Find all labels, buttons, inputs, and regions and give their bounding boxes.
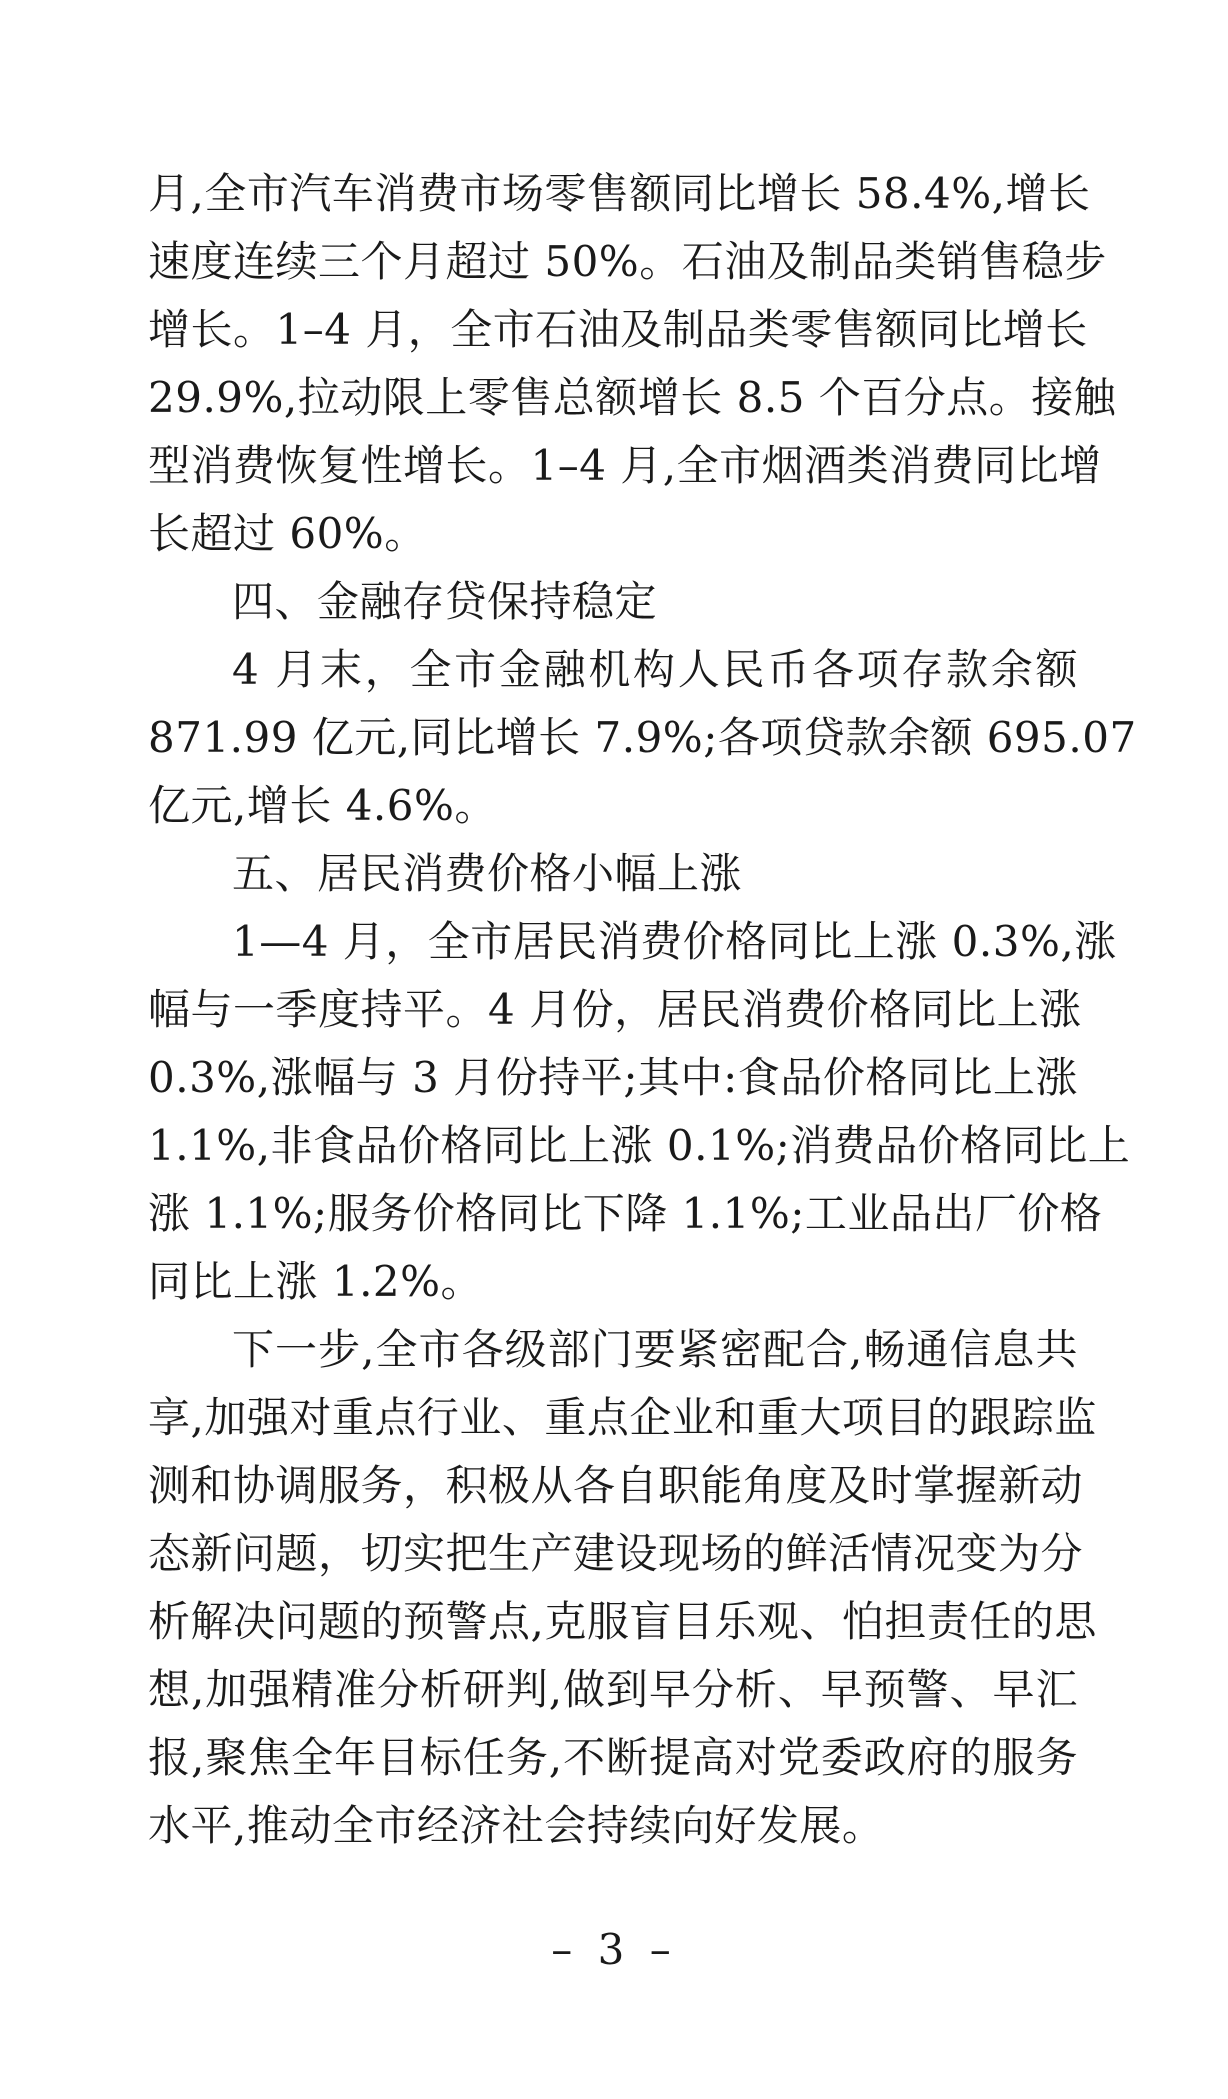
text-line: 报,聚焦全年目标任务,不断提高对党委政府的服务: [148, 1733, 1078, 1782]
text-line: 态新问题，切实把生产建设现场的鲜活情况变为分: [148, 1529, 1084, 1578]
text-line: 速度连续三个月超过 50%。石油及制品类销售稳步: [148, 237, 1107, 286]
text-line: 测和协调服务，积极从各自职能角度及时掌握新动: [148, 1461, 1084, 1510]
text-line: 月,全市汽车消费市场零售额同比增长 58.4%,增长: [148, 169, 1091, 218]
text-line: 想,加强精准分析研判,做到早分析、早预警、早汇: [148, 1665, 1078, 1714]
text-line: 涨 1.1%;服务价格同比下降 1.1%;工业品出厂价格: [148, 1189, 1103, 1238]
section-heading-finance: 四、金融存贷保持稳定: [232, 577, 658, 626]
text-line: 871.99 亿元,同比增长 7.9%;各项贷款余额 695.07: [148, 713, 1137, 762]
page-number: – 3 –: [551, 1925, 677, 1974]
text-line: 同比上涨 1.2%。: [148, 1257, 484, 1306]
text-line: 0.3%,涨幅与 3 月份持平;其中:食品价格同比上涨: [148, 1053, 1078, 1102]
text-line: 亿元,增长 4.6%。: [148, 781, 497, 830]
text-line: 1.1%,非食品价格同比上涨 0.1%;消费品价格同比上: [148, 1121, 1131, 1170]
text-line: 型消费恢复性增长。1–4 月,全市烟酒类消费同比增: [148, 441, 1102, 490]
text-line: 幅与一季度持平。4 月份，居民消费价格同比上涨: [148, 985, 1082, 1034]
text-line: 长超过 60%。: [148, 509, 427, 558]
text-line: 享,加强对重点行业、重点企业和重大项目的跟踪监: [148, 1393, 1097, 1442]
text-line: 水平,推动全市经济社会持续向好发展。: [148, 1801, 885, 1850]
text-line: 析解决问题的预警点,克服盲目乐观、怕担责任的思: [148, 1597, 1097, 1646]
text-line: 29.9%,拉动限上零售总额增长 8.5 个百分点。接触: [148, 373, 1117, 422]
text-line: 1—4 月，全市居民消费价格同比上涨 0.3%,涨: [232, 917, 1117, 966]
text-line: 4 月末，全市金融机构人民币各项存款余额: [232, 645, 1078, 694]
text-line: 下一步,全市各级部门要紧密配合,畅通信息共: [232, 1325, 1078, 1374]
section-heading-prices: 五、居民消费价格小幅上涨: [232, 849, 743, 898]
text-line: 增长。1–4 月，全市石油及制品类零售额同比增长: [148, 305, 1088, 354]
body-text: [148, 160, 1137, 1860]
